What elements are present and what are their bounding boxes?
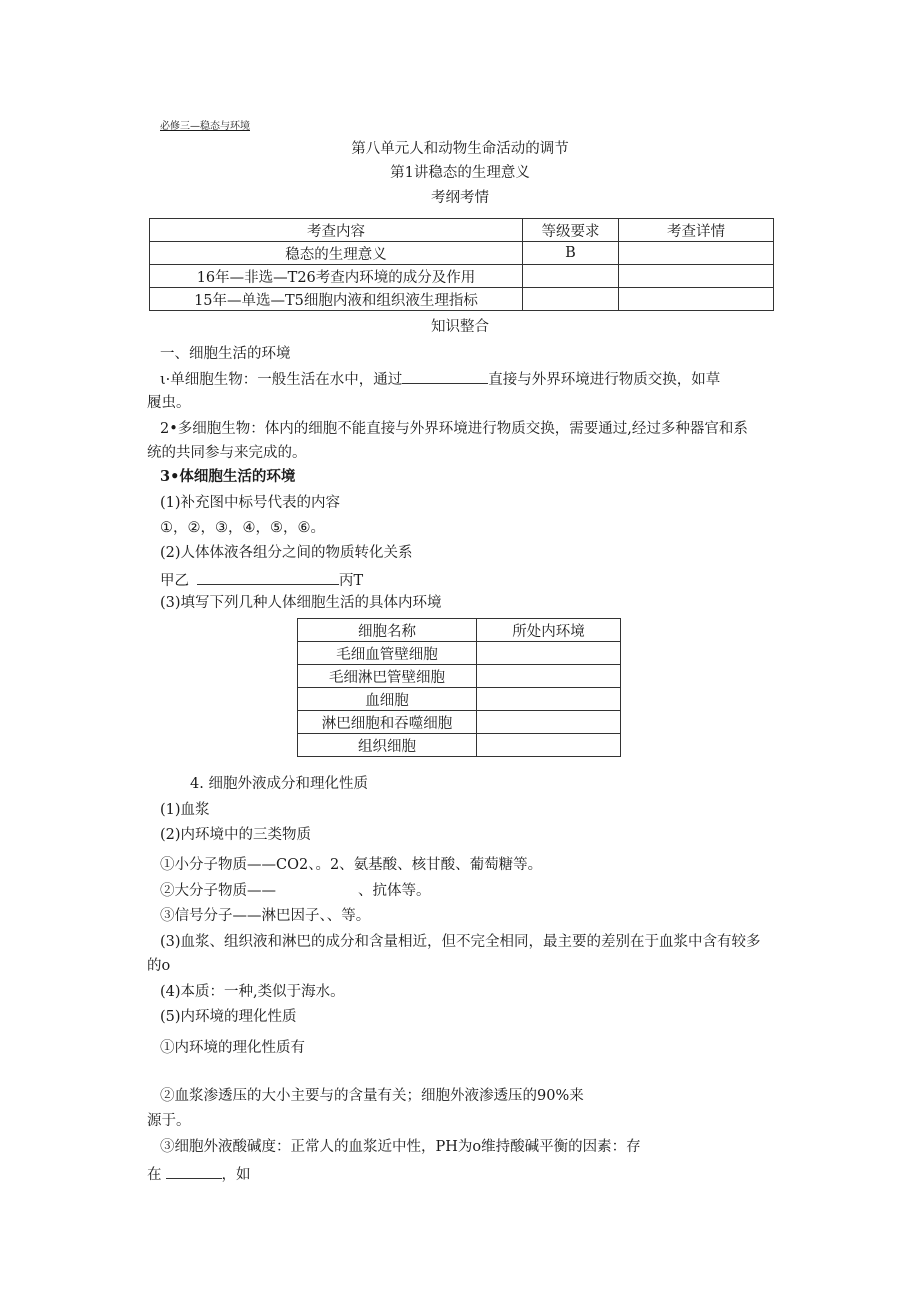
table-cell bbox=[619, 288, 774, 311]
paragraph-3-3: (3)填写下列几种人体细胞生活的具体内环境 bbox=[160, 595, 442, 611]
fill-blank[interactable] bbox=[197, 570, 339, 585]
paragraph-4-2-c: ③信号分子——淋巴因子、、等。 bbox=[160, 908, 371, 924]
paragraph-4-2: (2)内环境中的三类物质 bbox=[160, 827, 312, 843]
table-row bbox=[298, 665, 621, 688]
table-row bbox=[150, 265, 774, 288]
paragraph-4-1: (1)血浆 bbox=[160, 802, 210, 818]
paragraph-4-4: (4)本质：一种,类似于海水。 bbox=[160, 984, 345, 1000]
syllabus-title: 考纲考情 bbox=[431, 190, 489, 206]
paragraph-3-title: 3•体细胞生活的环境 bbox=[160, 468, 296, 485]
paragraph-2: 2•多细胞生物：体内的细胞不能直接与外界环境进行物质交换，需要通过,经过多种器官和系 bbox=[160, 421, 748, 437]
table-row bbox=[150, 288, 774, 311]
table-cell bbox=[477, 665, 621, 688]
table-cell: 稳态的生理意义 bbox=[150, 242, 523, 265]
paragraph-4-2-a: ①小分子物质——CO2、。2、氨基酸、核甘酸、葡萄糖等。 bbox=[160, 857, 543, 873]
table-row bbox=[298, 711, 621, 734]
paragraph-2-line2: 统的共同参与来完成的。 bbox=[147, 445, 307, 461]
paragraph-4-5: (5)内环境的理化性质 bbox=[160, 1009, 297, 1025]
table-cell: 15年—单选—T5细胞内液和组织液生理指标 bbox=[150, 288, 523, 311]
table-cell: 毛细淋巴管壁细胞 bbox=[298, 665, 477, 688]
knowledge-title: 知识整合 bbox=[431, 319, 489, 335]
table-row bbox=[298, 688, 621, 711]
paragraph-4-5-a: ①内环境的理化性质有 bbox=[160, 1040, 305, 1056]
table-cell bbox=[477, 688, 621, 711]
table-row bbox=[298, 619, 621, 642]
lecture-title: 第1讲稳态的生理意义 bbox=[390, 165, 530, 181]
paragraph-3-2-relation: 甲乙 丙T bbox=[160, 570, 363, 590]
paragraph-4-5-c-line2: 在 ，如 bbox=[147, 1164, 251, 1184]
table-cell bbox=[477, 642, 621, 665]
header-cell: 所处内环境 bbox=[477, 619, 621, 642]
syllabus-table bbox=[149, 218, 774, 311]
header-cell: 考查详情 bbox=[619, 219, 774, 242]
paragraph-3-1: (1)补充图中标号代表的内容 bbox=[160, 495, 341, 511]
paragraph-4-2-b: ②大分子物质—— 、抗体等。 bbox=[160, 883, 431, 899]
table-cell: 淋巴细胞和吞噬细胞 bbox=[298, 711, 477, 734]
section-1-title: 一、细胞生活的环境 bbox=[160, 346, 291, 362]
header-cell: 等级要求 bbox=[523, 219, 619, 242]
paragraph-4-3: (3)血浆、组织液和淋巴的成分和含量相近，但不完全相同，最主要的差别在于血浆中含有较多 bbox=[160, 934, 761, 950]
table-cell bbox=[619, 242, 774, 265]
table-cell bbox=[619, 265, 774, 288]
paragraph-4-5-b-line2: 源于。 bbox=[147, 1113, 191, 1129]
fill-blank[interactable] bbox=[166, 1164, 222, 1179]
table-cell: 毛细血管壁细胞 bbox=[298, 642, 477, 665]
paragraph-4-5-c: ③细胞外液酸碱度：正常人的血浆近中性，PH为o维持酸碱平衡的因素：存 bbox=[160, 1139, 641, 1155]
cell-environment-table bbox=[297, 618, 621, 757]
table-row bbox=[298, 642, 621, 665]
paragraph-4-3-line2: 的o bbox=[147, 958, 171, 974]
table-cell bbox=[477, 711, 621, 734]
table-cell: 组织细胞 bbox=[298, 734, 477, 757]
paragraph-3-2: (2)人体体液各组分之间的物质转化关系 bbox=[160, 545, 413, 561]
header-label: 必修三—稳态与环境 bbox=[160, 121, 250, 132]
table-cell: B bbox=[523, 242, 619, 265]
paragraph-1: ι·单细胞生物：一般生活在水中，通过 直接与外界环境进行物质交换，如草 bbox=[160, 369, 720, 389]
paragraph-4-title: 4. 细胞外液成分和理化性质 bbox=[190, 776, 368, 792]
table-cell bbox=[477, 734, 621, 757]
table-cell bbox=[523, 288, 619, 311]
paragraph-3-1-items: ①，②，③，④，⑤，⑥。 bbox=[160, 520, 325, 536]
header-cell: 细胞名称 bbox=[298, 619, 477, 642]
paragraph-4-5-b: ②血浆渗透压的大小主要与的含量有关；细胞外液渗透压的90%来 bbox=[160, 1088, 584, 1104]
unit-title: 第八单元人和动物生命活动的调节 bbox=[351, 141, 569, 157]
table-cell: 16年—非选—T26考查内环境的成分及作用 bbox=[150, 265, 523, 288]
table-cell bbox=[523, 265, 619, 288]
table-row bbox=[150, 242, 774, 265]
table-cell: 血细胞 bbox=[298, 688, 477, 711]
header-cell: 考查内容 bbox=[150, 219, 523, 242]
table-row bbox=[298, 734, 621, 757]
fill-blank[interactable] bbox=[402, 369, 488, 384]
table-row bbox=[150, 219, 774, 242]
paragraph-1-line2: 履虫。 bbox=[147, 395, 191, 411]
